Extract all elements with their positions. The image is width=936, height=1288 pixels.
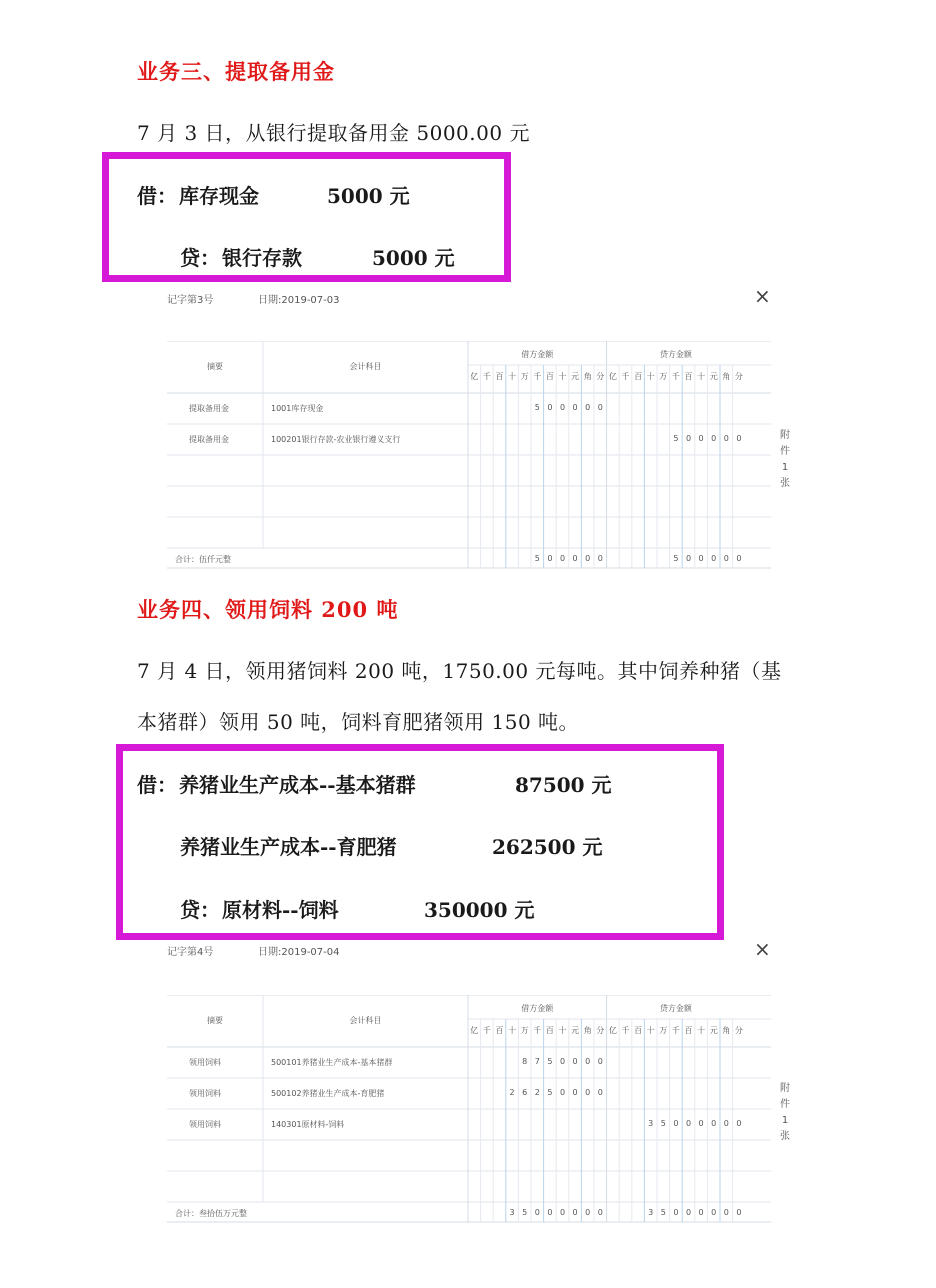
credit-digit: 0: [736, 1119, 742, 1128]
voucher-number: 记字第3号: [167, 295, 214, 306]
row-summary: 领用饲料: [189, 1058, 221, 1067]
column-header-credit: 贷方金额: [659, 1004, 692, 1013]
unit-label: 万: [659, 372, 668, 381]
unit-label: 分: [734, 1026, 743, 1035]
total-debit-digit: 0: [547, 1208, 553, 1217]
unit-label: 十: [508, 1026, 517, 1035]
credit-amount: 350000 元: [424, 898, 535, 922]
unit-label: 十: [558, 1026, 567, 1035]
voucher-date: 日期:2019-07-03: [258, 295, 340, 306]
attachment-char: 张: [780, 1131, 790, 1142]
debit-digit: 2: [534, 1088, 540, 1097]
unit-label: 角: [583, 372, 592, 381]
unit-label: 角: [583, 1026, 592, 1035]
unit-label: 万: [520, 372, 529, 381]
total-debit-digit: 0: [572, 1208, 578, 1217]
unit-label: 十: [508, 372, 517, 381]
section-heading-biz4: 业务四、领用饲料 200 吨: [137, 597, 399, 622]
debit-prefix: 借：: [137, 773, 177, 797]
debit-digit: 5: [534, 403, 540, 412]
credit-digit: 0: [685, 1119, 692, 1128]
total-label: 合计：叁拾伍万元整: [175, 1209, 247, 1218]
attachment-char: 附: [780, 1083, 790, 1094]
biz3-description: 7 月 3 日，从银行提取备用金 5000.00 元: [137, 121, 530, 145]
debit-digit: 0: [585, 1057, 591, 1066]
total-debit-digit: 0: [585, 554, 591, 563]
debit-digit: 0: [572, 403, 578, 412]
credit-digit: 5: [660, 1119, 666, 1128]
debit-digit: 0: [585, 403, 591, 412]
total-debit-digit: 0: [597, 1208, 603, 1217]
debit-digit: 0: [597, 1088, 603, 1097]
total-credit-digit: 0: [698, 554, 704, 563]
column-header-account: 会计科目: [349, 362, 382, 371]
column-header-debit: 借方金额: [521, 1004, 554, 1013]
debit-digit: 0: [559, 403, 566, 412]
debit-amount: 5000 元: [327, 184, 410, 208]
credit-digit: 0: [736, 434, 742, 443]
total-debit-digit: 0: [585, 1208, 591, 1217]
debit-digit: 6: [522, 1088, 528, 1097]
total-debit-digit: 0: [572, 554, 578, 563]
unit-label: 百: [684, 1026, 693, 1035]
total-credit-digit: 0: [723, 554, 729, 563]
unit-label: 千: [621, 1026, 630, 1035]
row-summary: 领用饲料: [189, 1120, 221, 1129]
unit-label: 千: [482, 372, 491, 381]
debit-digit: 0: [585, 1088, 591, 1097]
total-credit-digit: 0: [698, 1208, 704, 1217]
unit-label: 百: [545, 1026, 554, 1035]
total-label: 合计：伍仟元整: [175, 555, 231, 564]
total-credit-digit: 5: [660, 1208, 666, 1217]
row-account: 100201银行存款-农业银行遵义支行: [271, 435, 401, 444]
attachment-count: [778, 428, 792, 492]
total-debit-digit: 0: [559, 1208, 566, 1217]
attachment-char: 1: [781, 1115, 789, 1126]
row-summary: 领用饲料: [189, 1089, 221, 1098]
debit1-amount: 87500 元: [515, 773, 612, 797]
column-header-summary: 摘要: [207, 362, 223, 371]
credit-digit: 3: [648, 1119, 654, 1128]
debit-digit: 0: [572, 1088, 578, 1097]
credit-digit: 0: [698, 1119, 704, 1128]
total-debit-digit: 0: [534, 1208, 540, 1217]
unit-label: 元: [571, 1026, 580, 1035]
column-header-credit: 贷方金额: [659, 350, 692, 359]
unit-label: 千: [671, 1026, 680, 1035]
unit-label: 十: [558, 372, 567, 381]
voucher-date: 日期:2019-07-04: [258, 947, 340, 958]
total-debit-digit: 5: [534, 554, 540, 563]
total-debit-digit: 0: [559, 554, 566, 563]
unit-label: 十: [646, 1026, 655, 1035]
debit-digit: 0: [547, 403, 553, 412]
debit-prefix: 借：: [137, 184, 177, 208]
attachment-char: 件: [780, 1099, 790, 1110]
unit-label: 角: [722, 1026, 731, 1035]
row-account: 1001库存现金: [271, 404, 324, 413]
unit-label: 亿: [470, 1026, 479, 1035]
debit2-amount: 262500 元: [492, 835, 603, 859]
row-account: 140301原材料-饲料: [271, 1120, 345, 1129]
unit-label: 十: [646, 372, 655, 381]
debit-digit: 0: [572, 1057, 578, 1066]
debit-account: 库存现金: [179, 184, 259, 208]
unit-label: 亿: [608, 372, 617, 381]
credit-prefix: 贷：: [180, 246, 220, 270]
credit-digit: 0: [698, 434, 704, 443]
credit-amount: 5000 元: [372, 246, 455, 270]
unit-label: 千: [533, 1026, 542, 1035]
unit-label: 千: [482, 1026, 491, 1035]
attachment-char: 件: [780, 446, 790, 457]
unit-label: 分: [734, 372, 743, 381]
total-credit-digit: 0: [685, 554, 692, 563]
total-debit-digit: 0: [547, 554, 553, 563]
attachment-count: [778, 1081, 792, 1145]
debit-digit: 8: [522, 1057, 528, 1066]
debit-digit: 5: [547, 1088, 553, 1097]
biz4-description-line1: 7 月 4 日，领用猪饲料 200 吨，1750.00 元每吨。其中饲养种猪（基: [137, 659, 782, 683]
biz4-description-line2: 本猪群）领用 50 吨，饲料育肥猪领用 150 吨。: [137, 710, 580, 734]
credit-digit: 0: [723, 434, 729, 443]
attachment-char: 1: [781, 462, 789, 473]
unit-label: 百: [634, 372, 643, 381]
credit-account: 银行存款: [222, 246, 302, 270]
unit-label: 百: [545, 372, 554, 381]
credit-account: 原材料--饲料: [222, 898, 339, 922]
debit-digit: 0: [597, 403, 603, 412]
total-debit-digit: 5: [522, 1208, 528, 1217]
credit-digit: 0: [711, 434, 717, 443]
unit-label: 分: [596, 1026, 605, 1035]
total-credit-digit: 0: [711, 1208, 717, 1217]
debit-digit: 2: [509, 1088, 515, 1097]
column-header-summary: 摘要: [207, 1016, 223, 1025]
debit1-account: 养猪业生产成本--基本猪群: [179, 773, 416, 797]
row-summary: 提取备用金: [189, 404, 229, 413]
total-credit-digit: 0: [736, 554, 742, 563]
debit-digit: 0: [559, 1057, 566, 1066]
debit-digit: 0: [597, 1057, 603, 1066]
total-credit-digit: 0: [673, 1208, 679, 1217]
row-summary: 提取备用金: [189, 435, 229, 444]
total-credit-digit: 5: [673, 554, 679, 563]
unit-label: 百: [495, 372, 504, 381]
voucher-table-3: [167, 341, 771, 569]
row-account: 500102养猪业生产成本-育肥猪: [271, 1089, 385, 1098]
unit-label: 亿: [608, 1026, 617, 1035]
unit-label: 元: [571, 372, 580, 381]
debit2-account: 养猪业生产成本--育肥猪: [180, 835, 397, 859]
row-account: 500101养猪业生产成本-基本猪群: [271, 1058, 393, 1067]
unit-label: 元: [709, 372, 718, 381]
total-credit-digit: 0: [723, 1208, 729, 1217]
total-credit-digit: 0: [711, 554, 717, 563]
debit-digit: 7: [534, 1057, 540, 1066]
credit-digit: 0: [685, 434, 692, 443]
voucher-number: 记字第4号: [167, 947, 214, 958]
unit-label: 分: [596, 372, 605, 381]
unit-label: 千: [671, 372, 680, 381]
section-heading-biz3: 业务三、提取备用金: [137, 59, 335, 84]
unit-label: 亿: [470, 372, 479, 381]
unit-label: 百: [684, 372, 693, 381]
column-header-account: 会计科目: [349, 1016, 382, 1025]
close-icon[interactable]: ×: [754, 284, 771, 308]
unit-label: 千: [533, 372, 542, 381]
column-header-debit: 借方金额: [521, 350, 554, 359]
close-icon[interactable]: ×: [754, 937, 771, 961]
credit-digit: 0: [711, 1119, 717, 1128]
unit-label: 百: [634, 1026, 643, 1035]
credit-prefix: 贷：: [180, 898, 220, 922]
unit-label: 万: [659, 1026, 668, 1035]
attachment-char: 张: [780, 478, 790, 489]
unit-label: 十: [697, 372, 706, 381]
unit-label: 十: [697, 1026, 706, 1035]
credit-digit: 5: [673, 434, 679, 443]
unit-label: 百: [495, 1026, 504, 1035]
total-debit-digit: 0: [597, 554, 603, 563]
total-credit-digit: 3: [648, 1208, 654, 1217]
total-credit-digit: 0: [736, 1208, 742, 1217]
total-credit-digit: 0: [685, 1208, 692, 1217]
unit-label: 万: [520, 1026, 529, 1035]
voucher-table-4: [167, 995, 771, 1223]
unit-label: 元: [709, 1026, 718, 1035]
credit-digit: 0: [723, 1119, 729, 1128]
unit-label: 角: [722, 372, 731, 381]
debit-digit: 5: [547, 1057, 553, 1066]
debit-digit: 0: [559, 1088, 566, 1097]
total-debit-digit: 3: [509, 1208, 515, 1217]
unit-label: 千: [621, 372, 630, 381]
credit-digit: 0: [673, 1119, 679, 1128]
attachment-char: 附: [780, 430, 790, 441]
